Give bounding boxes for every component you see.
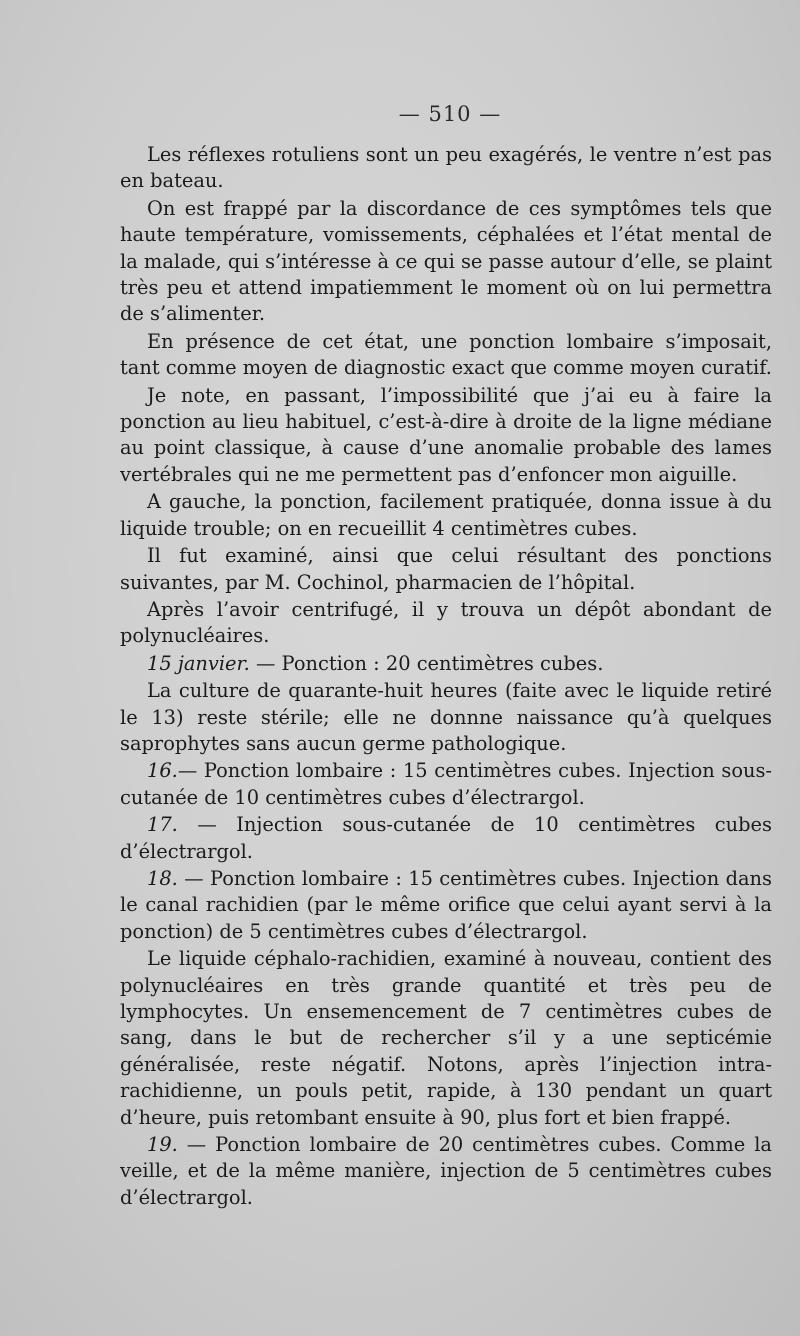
entry-date: 17. (147, 813, 178, 837)
paragraph (120, 489, 772, 542)
paragraph-text: — Ponction lombaire de 20 centimètres cubes. Comme la veille, et de la même manière, injection de 5 centimètres cubes d’électrargol. (120, 1133, 772, 1209)
paragraph (120, 812, 772, 865)
paragraph-text: En présence de cet état, une ponction lombaire s’imposait, tant comme moyen de diagnostic exact que comme moyen curatif. (120, 329, 772, 380)
paragraph (120, 651, 772, 677)
paragraph-text: Après l’avoir centrifugé, il y trouva un dépôt abondant de polynucléaires. (120, 597, 772, 648)
paragraph (120, 597, 772, 650)
paragraph (120, 678, 772, 757)
paragraph (120, 758, 772, 811)
paragraph (120, 383, 772, 489)
entry-date: 16. (147, 759, 178, 783)
entry-date: 19. (147, 1133, 178, 1157)
entry-date: 18. (147, 866, 178, 890)
paragraph-text: Il fut examiné, ainsi que celui résultant des ponctions suivantes, par M. Cochinol, pharmacien de l’hôpital. (120, 544, 772, 594)
paragraph (120, 196, 772, 328)
paragraph (120, 866, 772, 945)
body-text (120, 142, 772, 1211)
paragraph-text: — Ponction : 20 centimètres cubes. (249, 651, 604, 675)
paragraph-text: Je note, en passant, l’impossibilité que j’ai eu à faire la ponction au lieu habituel, c’est-à-dire à droite de la ligne médiane au point classique, à cause d’une anomalie probable des lames vertébrales qui ne me permettent pas d’enfoncer mon aiguille. (120, 383, 772, 486)
paragraph (120, 1132, 772, 1211)
paragraph-text: A gauche, la ponction, facilement pratiquée, donna issue à du liquide trouble; on en recueillit 4 centimètres cubes. (120, 490, 772, 540)
paragraph-text: — Ponction lombaire : 15 centimètres cubes. Injection dans le canal rachidien (par le même orifice que celui ayant servi à la ponction) de 5 centimètres cubes d’électrargol. (120, 866, 772, 943)
paragraph-text: On est frappé par la discordance de ces symptômes tels que haute température, vomissements, céphalées et l’état mental de la malade, qui s’intéresse à ce qui se passe autour d’elle, se plaint très peu et attend impatiemment le moment où on lui permettra de s’alimenter. (120, 196, 773, 326)
paragraph (120, 946, 772, 1131)
page-number: — 510 — (398, 102, 502, 126)
paragraph-text: La culture de quarante-huit heures (faite avec le liquide retiré le 13) reste stérile; elle ne donnne naissance qu’à quelques saprophytes sans aucun germe pathologique. (120, 679, 772, 755)
paragraph (120, 543, 772, 596)
paragraph-text: Les réflexes rotuliens sont un peu exagérés, le ventre n’est pas en bateau. (120, 143, 772, 193)
paragraph (120, 142, 772, 195)
paragraph (120, 329, 772, 382)
paragraph-text: Le liquide céphalo-rachidien, examiné à nouveau, contient des polynucléaires en très grande quantité et très peu de lymphocytes. Un ensemencement de 7 centimètres cubes de sang, dans le but de rechercher s’il y a une septicémie généralisée, reste négatif. Notons, après l’injection intra-rachidienne, un pouls petit, rapide, à 130 pendant un quart d’heure, puis retombant ensuite à 90, plus fort et bien frappé. (120, 947, 772, 1129)
entry-date: 15 janvier. (147, 651, 250, 675)
paragraph-text: — Injection sous-cutanée de 10 centimètres cubes d’électrargol. (120, 813, 772, 863)
paragraph-text: — Ponction lombaire : 15 centimètres cubes. Injection sous-cutanée de 10 centimètres cubes d’électrargol. (120, 759, 772, 809)
